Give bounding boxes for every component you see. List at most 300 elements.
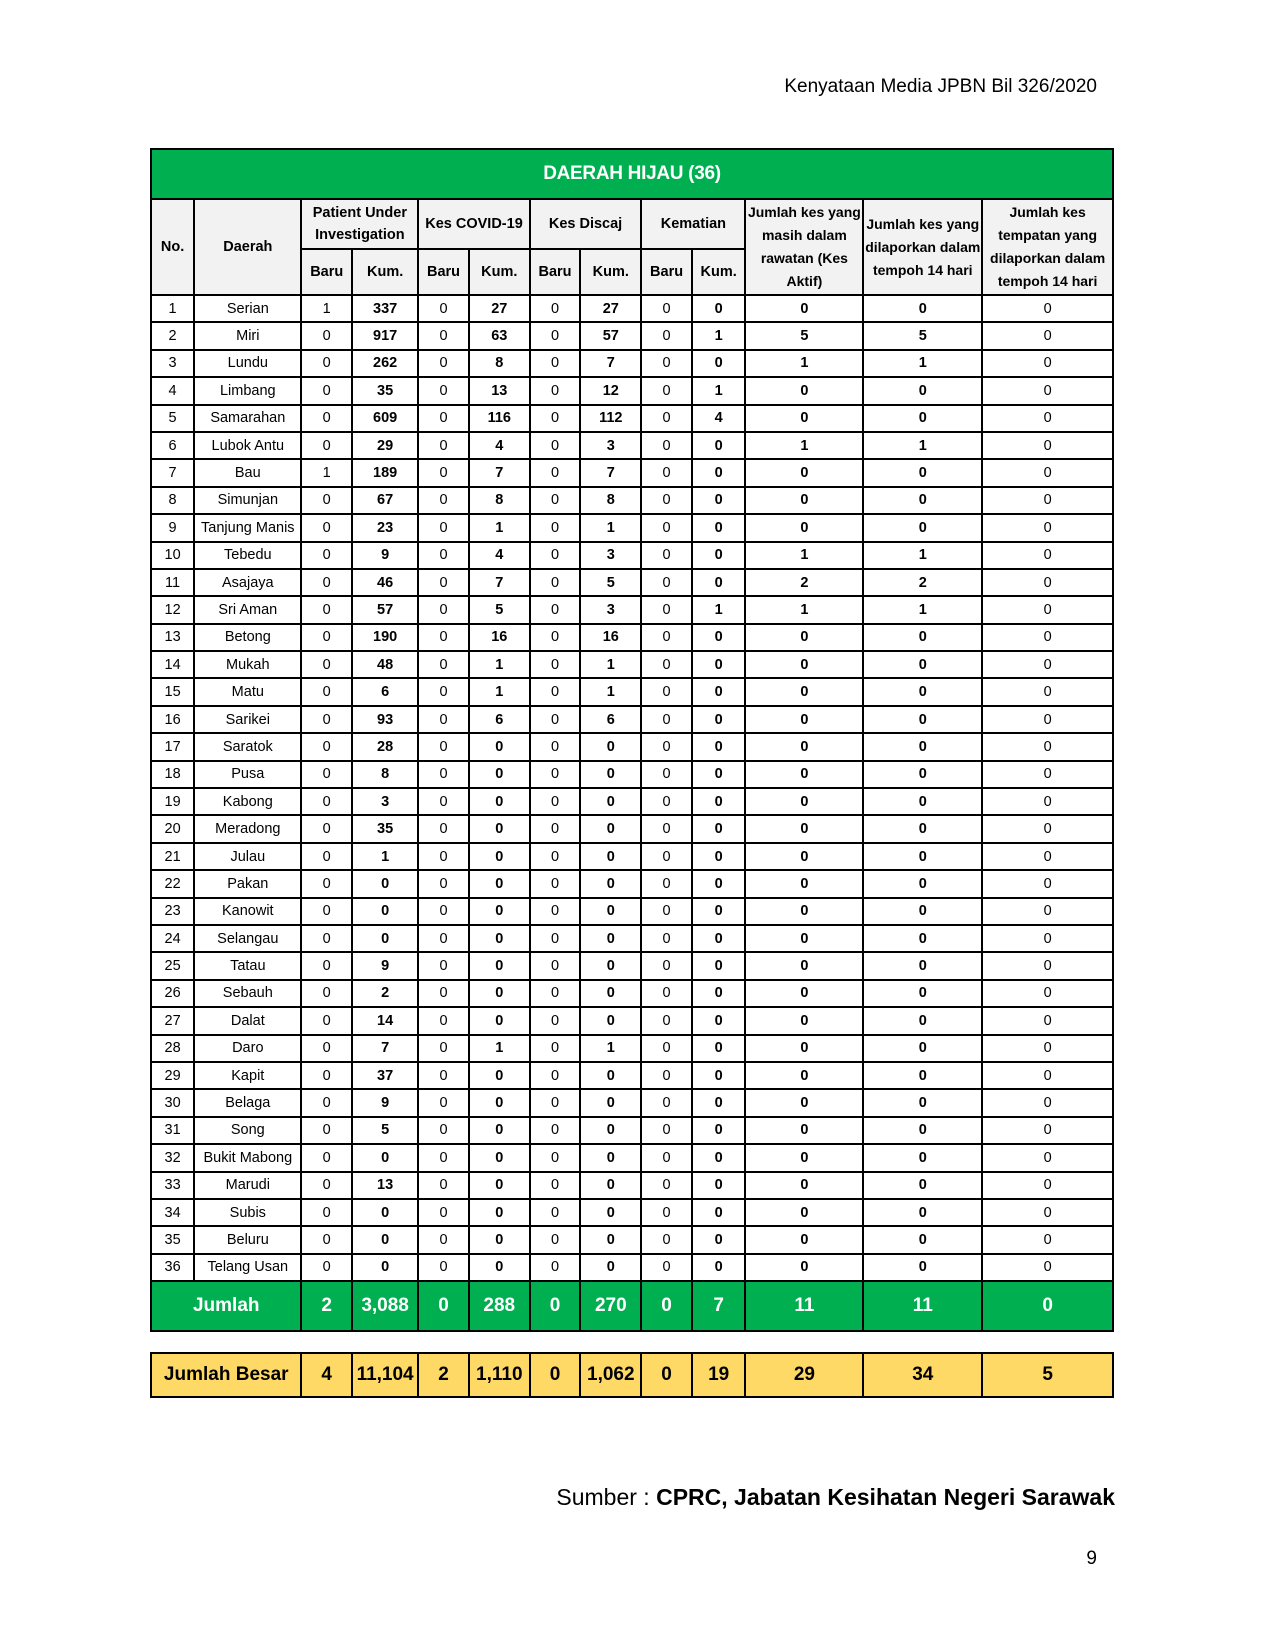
sub-header-kum: Kum. [352, 249, 418, 295]
table-cell: 0 [530, 514, 581, 541]
table-cell: 0 [745, 870, 863, 897]
table-cell: 7 [580, 350, 641, 377]
table-cell: 0 [301, 624, 352, 651]
table-cell: 3 [352, 788, 418, 815]
table-cell: 1 [745, 542, 863, 569]
table-cell: 9 [352, 1089, 418, 1116]
table-cell: 0 [692, 761, 746, 788]
table-cell: 0 [580, 1089, 641, 1116]
table-cell: 0 [580, 1144, 641, 1171]
table-cell: 0 [530, 1062, 581, 1089]
row-number: 5 [151, 405, 194, 432]
total-cell: 11 [863, 1281, 982, 1331]
table-cell: 0 [418, 295, 469, 322]
table-cell: 0 [418, 925, 469, 952]
page-number: 9 [1086, 1548, 1097, 1569]
table-cell: 0 [530, 624, 581, 651]
table-row [151, 1035, 1113, 1062]
district-name: Beluru [194, 1226, 301, 1253]
table-cell: 0 [982, 1254, 1113, 1281]
table-cell: 0 [641, 870, 692, 897]
table-cell: 0 [352, 898, 418, 925]
table-cell: 1 [745, 596, 863, 623]
table-cell: 1 [580, 514, 641, 541]
table-cell: 1 [692, 596, 746, 623]
row-number: 18 [151, 761, 194, 788]
document-header: Kenyataan Media JPBN Bil 326/2020 [784, 76, 1097, 97]
table-cell: 3 [580, 542, 641, 569]
table-cell: 1 [580, 678, 641, 705]
sub-header-kum: Kum. [580, 249, 641, 295]
table-cell: 0 [692, 925, 746, 952]
table-cell: 0 [982, 980, 1113, 1007]
row-number: 36 [151, 1254, 194, 1281]
table-cell: 0 [863, 815, 982, 842]
table-cell: 0 [530, 925, 581, 952]
table-cell: 0 [863, 1035, 982, 1062]
table-cell: 0 [469, 815, 530, 842]
row-number: 6 [151, 432, 194, 459]
table-cell: 0 [418, 569, 469, 596]
table-cell: 0 [982, 1062, 1113, 1089]
district-name: Song [194, 1117, 301, 1144]
table-row [151, 1254, 1113, 1281]
table-cell: 0 [641, 843, 692, 870]
table-cell: 0 [692, 1089, 746, 1116]
table-cell: 0 [530, 350, 581, 377]
table-cell: 0 [530, 295, 581, 322]
table-cell: 0 [301, 733, 352, 760]
table-cell: 0 [580, 788, 641, 815]
district-name: Sebauh [194, 980, 301, 1007]
table-cell: 0 [530, 1007, 581, 1034]
row-number: 20 [151, 815, 194, 842]
table-cell: 0 [745, 761, 863, 788]
table-cell: 0 [692, 651, 746, 678]
table-cell: 0 [745, 1089, 863, 1116]
table-cell: 0 [692, 1144, 746, 1171]
table-cell: 0 [301, 1007, 352, 1034]
table-cell: 0 [418, 1199, 469, 1226]
table-cell: 0 [982, 322, 1113, 349]
table-cell: 0 [692, 706, 746, 733]
table-cell: 2 [352, 980, 418, 1007]
table-row [151, 870, 1113, 897]
table-cell: 0 [982, 459, 1113, 486]
table-cell: 0 [982, 1117, 1113, 1144]
table-cell: 0 [641, 651, 692, 678]
table-cell: 0 [641, 1172, 692, 1199]
table-cell: 0 [982, 569, 1113, 596]
row-number: 15 [151, 678, 194, 705]
row-number: 29 [151, 1062, 194, 1089]
table-cell: 0 [863, 405, 982, 432]
table-cell: 0 [418, 405, 469, 432]
table-cell: 0 [745, 487, 863, 514]
table-cell: 0 [982, 706, 1113, 733]
table-cell: 0 [745, 952, 863, 979]
table-cell: 9 [352, 542, 418, 569]
row-number: 34 [151, 1199, 194, 1226]
table-cell: 0 [641, 1062, 692, 1089]
table-cell: 0 [580, 980, 641, 1007]
table-cell: 0 [863, 925, 982, 952]
table-cell: 112 [580, 405, 641, 432]
table-cell: 0 [418, 1144, 469, 1171]
table-cell: 1 [469, 514, 530, 541]
table-cell: 0 [863, 952, 982, 979]
table-cell: 0 [530, 432, 581, 459]
table-row [151, 596, 1113, 623]
table-cell: 0 [418, 459, 469, 486]
row-number: 8 [151, 487, 194, 514]
row-number: 16 [151, 706, 194, 733]
table-cell: 0 [982, 1089, 1113, 1116]
table-row [151, 377, 1113, 404]
row-number: 7 [151, 459, 194, 486]
table-cell: 1 [469, 651, 530, 678]
table-cell: 1 [863, 432, 982, 459]
table-cell: 0 [641, 377, 692, 404]
district-name: Telang Usan [194, 1254, 301, 1281]
table-cell: 1 [863, 350, 982, 377]
table-cell: 63 [469, 322, 530, 349]
table-cell: 0 [418, 1172, 469, 1199]
table-cell: 0 [863, 706, 982, 733]
table-cell: 0 [641, 1117, 692, 1144]
table-cell: 48 [352, 651, 418, 678]
table-cell: 0 [580, 952, 641, 979]
table-cell: 0 [641, 898, 692, 925]
table-cell: 0 [301, 1172, 352, 1199]
district-name: Kanowit [194, 898, 301, 925]
table-cell: 0 [301, 1089, 352, 1116]
table-cell: 0 [863, 843, 982, 870]
table-cell: 0 [745, 898, 863, 925]
table-cell: 2 [745, 569, 863, 596]
table-row [151, 432, 1113, 459]
table-cell: 0 [301, 350, 352, 377]
table-cell: 0 [641, 1254, 692, 1281]
table-cell: 0 [418, 733, 469, 760]
table-cell: 7 [352, 1035, 418, 1062]
total-cell: 0 [641, 1281, 692, 1331]
table-cell: 0 [530, 1117, 581, 1144]
table-cell: 0 [863, 761, 982, 788]
table-cell: 0 [418, 596, 469, 623]
table-cell: 0 [641, 952, 692, 979]
table-cell: 0 [530, 1144, 581, 1171]
table-cell: 0 [641, 322, 692, 349]
table-cell: 0 [692, 952, 746, 979]
table-cell: 0 [692, 733, 746, 760]
district-name: Belaga [194, 1089, 301, 1116]
total-cell: 288 [469, 1281, 530, 1331]
table-cell: 0 [982, 678, 1113, 705]
table-cell: 0 [982, 405, 1113, 432]
table-cell: 0 [863, 1254, 982, 1281]
table-row [151, 1117, 1113, 1144]
table-cell: 0 [745, 1226, 863, 1253]
table-cell: 0 [745, 1199, 863, 1226]
table-cell: 0 [641, 487, 692, 514]
table-cell: 0 [641, 569, 692, 596]
table-cell: 4 [469, 542, 530, 569]
table-cell: 0 [692, 815, 746, 842]
table-cell: 0 [418, 377, 469, 404]
grand-total-cell: 5 [982, 1353, 1113, 1397]
table-cell: 0 [641, 459, 692, 486]
table-cell: 0 [692, 459, 746, 486]
table-row [151, 459, 1113, 486]
table-cell: 1 [863, 542, 982, 569]
table-cell: 0 [745, 459, 863, 486]
district-name: Marudi [194, 1172, 301, 1199]
table-cell: 0 [745, 624, 863, 651]
district-name: Asajaya [194, 569, 301, 596]
col-header-no: No. [151, 199, 194, 295]
table-cell: 0 [530, 788, 581, 815]
table-cell: 1 [580, 651, 641, 678]
table-cell: 0 [418, 514, 469, 541]
table-cell: 0 [580, 1117, 641, 1144]
table-cell: 0 [301, 569, 352, 596]
row-number: 14 [151, 651, 194, 678]
table-cell: 0 [301, 1254, 352, 1281]
table-body [151, 295, 1113, 1281]
district-name: Sarikei [194, 706, 301, 733]
table-cell: 0 [641, 432, 692, 459]
table-cell: 0 [641, 1199, 692, 1226]
table-row [151, 898, 1113, 925]
total-cell: 7 [692, 1281, 746, 1331]
table-row [151, 952, 1113, 979]
table-cell: 0 [530, 405, 581, 432]
district-name: Bukit Mabong [194, 1144, 301, 1171]
table-cell: 0 [469, 898, 530, 925]
table-cell: 3 [580, 432, 641, 459]
table-row [151, 761, 1113, 788]
table-cell: 0 [469, 1062, 530, 1089]
total-cell: 2 [301, 1281, 352, 1331]
table-row [151, 843, 1113, 870]
total-cell: 0 [418, 1281, 469, 1331]
table-cell: 1 [692, 377, 746, 404]
table-cell: 7 [469, 569, 530, 596]
grand-total-cell: 4 [301, 1353, 352, 1397]
row-number: 28 [151, 1035, 194, 1062]
table-cell: 0 [863, 870, 982, 897]
table-cell: 0 [982, 815, 1113, 842]
sub-header-kum: Kum. [692, 249, 746, 295]
table-cell: 0 [692, 1035, 746, 1062]
table-cell: 0 [692, 1062, 746, 1089]
table-cell: 0 [692, 432, 746, 459]
table-cell: 0 [863, 733, 982, 760]
table-cell: 6 [352, 678, 418, 705]
grand-total-cell: 2 [418, 1353, 469, 1397]
table-cell: 262 [352, 350, 418, 377]
table-cell: 0 [418, 1226, 469, 1253]
table-cell: 0 [863, 898, 982, 925]
table-cell: 0 [301, 432, 352, 459]
table-cell: 5 [469, 596, 530, 623]
table-cell: 0 [745, 1144, 863, 1171]
sub-header-baru: Baru [530, 249, 581, 295]
table-cell: 0 [580, 1199, 641, 1226]
table-cell: 0 [530, 596, 581, 623]
grand-total-label: Jumlah Besar [151, 1353, 301, 1397]
table-cell: 0 [301, 1117, 352, 1144]
district-name: Julau [194, 843, 301, 870]
district-name: Meradong [194, 815, 301, 842]
table-row [151, 405, 1113, 432]
total-cell: 0 [982, 1281, 1113, 1331]
table-cell: 37 [352, 1062, 418, 1089]
table-cell: 0 [982, 925, 1113, 952]
table-cell: 23 [352, 514, 418, 541]
table-cell: 0 [530, 898, 581, 925]
table-cell: 0 [863, 788, 982, 815]
table-cell: 0 [301, 870, 352, 897]
row-number: 22 [151, 870, 194, 897]
table-cell: 7 [580, 459, 641, 486]
table-cell: 9 [352, 952, 418, 979]
table-cell: 0 [982, 350, 1113, 377]
table-cell: 1 [301, 459, 352, 486]
table-cell: 1 [745, 350, 863, 377]
table-cell: 0 [530, 980, 581, 1007]
district-name: Saratok [194, 733, 301, 760]
table-cell: 0 [745, 1035, 863, 1062]
table-cell: 28 [352, 733, 418, 760]
table-cell: 0 [418, 1062, 469, 1089]
table-cell: 0 [352, 1226, 418, 1253]
table-cell: 0 [469, 1199, 530, 1226]
district-name: Matu [194, 678, 301, 705]
grand-total-cell: 1,110 [469, 1353, 530, 1397]
table-cell: 0 [692, 788, 746, 815]
table-row [151, 569, 1113, 596]
table-cell: 0 [692, 980, 746, 1007]
table-spacer [151, 1331, 1113, 1353]
table-cell: 0 [863, 651, 982, 678]
table-cell: 1 [469, 678, 530, 705]
table-cell: 0 [469, 1089, 530, 1116]
table-cell: 0 [301, 377, 352, 404]
table-cell: 0 [418, 1007, 469, 1034]
table-cell: 0 [745, 733, 863, 760]
table-cell: 0 [745, 1117, 863, 1144]
table-cell: 0 [418, 706, 469, 733]
table-cell: 0 [745, 1172, 863, 1199]
table-cell: 0 [530, 1226, 581, 1253]
table-cell: 13 [469, 377, 530, 404]
table-cell: 0 [692, 898, 746, 925]
table-cell: 0 [301, 815, 352, 842]
table-row [151, 1226, 1113, 1253]
table-cell: 0 [692, 350, 746, 377]
table-cell: 0 [692, 295, 746, 322]
table-cell: 0 [530, 733, 581, 760]
table-row [151, 706, 1113, 733]
table-cell: 0 [580, 815, 641, 842]
table-cell: 0 [863, 459, 982, 486]
district-name: Subis [194, 1199, 301, 1226]
row-number: 11 [151, 569, 194, 596]
table-cell: 0 [352, 1254, 418, 1281]
table-cell: 0 [580, 761, 641, 788]
col-group-kes-discaj: Kes Discaj [530, 199, 642, 249]
table-cell: 0 [863, 1172, 982, 1199]
row-number: 32 [151, 1144, 194, 1171]
table-cell: 0 [301, 487, 352, 514]
district-name: Tanjung Manis [194, 514, 301, 541]
table-cell: 4 [469, 432, 530, 459]
table-cell: 0 [863, 377, 982, 404]
table-cell: 0 [580, 898, 641, 925]
district-name: Daro [194, 1035, 301, 1062]
source-name: CPRC, Jabatan Kesihatan Negeri Sarawak [656, 1484, 1115, 1510]
table-cell: 0 [863, 1144, 982, 1171]
table-cell: 0 [530, 952, 581, 979]
table-cell: 29 [352, 432, 418, 459]
table-cell: 14 [352, 1007, 418, 1034]
table-cell: 0 [745, 1062, 863, 1089]
table-cell: 0 [418, 1117, 469, 1144]
table-cell: 0 [641, 815, 692, 842]
table-cell: 0 [692, 870, 746, 897]
table-cell: 0 [418, 542, 469, 569]
table-cell: 0 [745, 1254, 863, 1281]
row-number: 26 [151, 980, 194, 1007]
table-cell: 0 [982, 733, 1113, 760]
table-cell: 0 [745, 706, 863, 733]
grand-total-cell: 34 [863, 1353, 982, 1397]
table-cell: 0 [530, 678, 581, 705]
table-cell: 0 [580, 1226, 641, 1253]
table-cell: 8 [580, 487, 641, 514]
table-cell: 0 [863, 1007, 982, 1034]
table-cell: 0 [469, 761, 530, 788]
district-name: Mukah [194, 651, 301, 678]
table-cell: 0 [301, 596, 352, 623]
total-cell: 270 [580, 1281, 641, 1331]
table-cell: 0 [530, 487, 581, 514]
grand-total-cell: 11,104 [352, 1353, 418, 1397]
col-header-kes-aktif: Jumlah kes yang masih dalam rawatan (Kes Aktif) [745, 199, 863, 295]
table-cell: 12 [580, 377, 641, 404]
table-row [151, 542, 1113, 569]
table-cell: 0 [863, 1226, 982, 1253]
table-cell: 1 [580, 1035, 641, 1062]
table-cell: 0 [530, 322, 581, 349]
row-number: 9 [151, 514, 194, 541]
table-cell: 0 [692, 843, 746, 870]
table-cell: 0 [641, 405, 692, 432]
table-cell: 0 [641, 925, 692, 952]
table-cell: 0 [982, 295, 1113, 322]
table-cell: 0 [692, 1117, 746, 1144]
daerah-hijau-table [150, 148, 1114, 1398]
table-cell: 0 [692, 1007, 746, 1034]
table-cell: 0 [530, 1199, 581, 1226]
table-cell: 0 [580, 1062, 641, 1089]
table-row [151, 1062, 1113, 1089]
table-cell: 8 [469, 350, 530, 377]
table-row [151, 1199, 1113, 1226]
table-cell: 1 [469, 1035, 530, 1062]
